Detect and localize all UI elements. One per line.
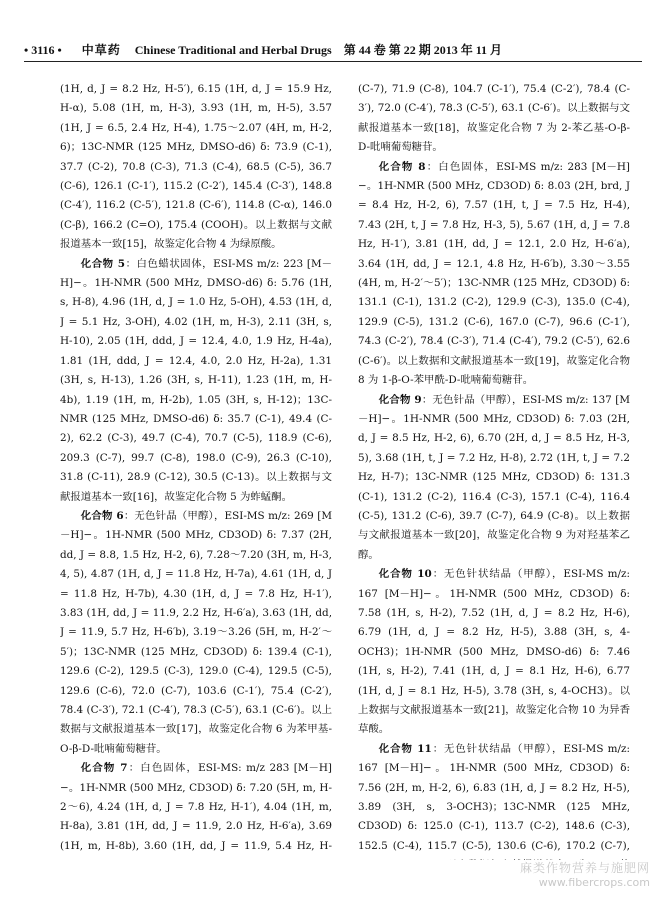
paragraph-text: (C-7), 71.9 (C-8), 104.7 (C-1′), 75.4 (C-2′), 78.4 (C-3′), 72.0 (C-4′), 78.3 (C-5′), 63.1 (C-6′)。以上数据与文献报道基本一致[18]，故鉴定化合物 7 为 2-苯乙基-O-β-D-吡喃葡萄糖苷。 [358, 83, 630, 154]
journal-title-cn: 中草药 [81, 43, 121, 57]
paragraph [358, 80, 630, 158]
paragraph [358, 565, 630, 740]
paragraph [358, 740, 630, 860]
page-header [24, 40, 642, 62]
compound-label: 化合物 5 [80, 257, 126, 270]
paragraph-text: ：无色针状结晶（甲醇），ESI-MS m/z: 167 [M－H]−。1H-NMR (500 MHz, CD3OD) δ: 7.58 (1H, s, H-2), 7.52 (1H, d, J = 8.2 Hz, H-6), 6.79 (1H, d, J = 8.2 Hz, H-5), 3.88 (3H, s, 4-OCH3)；1H-NMR (500 MHz, DMSO-d6) δ: 7.46 (1H, s, H-2), 7.41 (1H, d, J = 8.1 Hz, H-6), 6.77 (1H, d, J = 8.1 Hz, H-5), 3.78 (3H, s, 4-OCH3)。以上数据与文献报道基本一致[21]，故鉴定化合物 10 为异香草酸。 [358, 568, 630, 736]
right-column [358, 80, 630, 860]
paragraph [60, 80, 332, 255]
compound-label: 化合物 9 [378, 393, 422, 406]
compound-label: 化合物 8 [378, 160, 426, 173]
watermark-url: www.fibercrops.com [538, 876, 650, 889]
paragraph-text: ：无色针晶（甲醇），ESI-MS m/z: 137 [M－H]−。1H-NMR (500 MHz, CD3OD) δ: 7.03 (2H, d, J = 8.5 Hz, H-2, 6), 6.70 (2H, d, J = 8.5 Hz, H-3, 5), 3.68 (1H, t, J = 7.2 Hz, H-8), 2.72 (1H, t, J = 7.2 Hz, H-7)；13C-NMR (125 MHz, CD3OD) δ: 131.3 (C-1), 131.2 (C-2), 116.4 (C-3), 157.1 (C-4), 116.4 (C-5), 131.2 (C-6), 39.7 (C-7), 64.9 (C-8)。以上数据与文献报道基本一致[20]，故鉴定化合物 9 为对羟基苯乙醇。 [358, 393, 630, 561]
compound-label: 化合物 6 [80, 509, 124, 522]
left-column [60, 80, 332, 860]
article-body [60, 80, 630, 860]
paragraph [60, 759, 332, 860]
watermark [520, 859, 650, 889]
paragraph-text: ：白色固体，ESI-MS: m/z 283 [M－H]−。1H-NMR (500 MHz, CD3OD) δ: 7.20 (5H, m, H-2～6), 4.24 (1H, d, J = 7.8 Hz, H-1′), 4.04 (1H, m, H-8a), 3.81 (1H, dd, J = 11.9, 2.0 Hz, H-6′a), 3.69 (1H, m, H-8b), 3.60 (1H, dd, J = 11.9, 5.4 Hz, H- [60, 762, 332, 852]
journal-volume: 第 44 卷 第 22 期 2013 年 11 月 [343, 43, 503, 57]
paragraph-text: ：白色固体，ESI-MS m/z: 283 [M－H]−。1H-NMR (500 MHz, CD3OD) δ: 8.03 (2H, brd, J = 8.4 Hz, H-2, 6), 7.57 (1H, t, J = 7.5 Hz, H-4), 7.43 (2H, t, J = 7.8 Hz, H-3, 5), 5.67 (1H, d, J = 7.8 Hz, H-1′), 3.81 (1H, dd, J = 12.1, 2.0 Hz, H-6′a), 3.64 (1H, dd, J = 12.1, 4.8 Hz, H-6′b), 3.30～3.55 (4H, m, H-2′～5′)；13C-NMR (125 MHz, CD3OD) δ: 131.1 (C-1), 131.2 (C-2), 129.9 (C-3), 135.0 (C-4), 129.9 (C-5), 131.2 (C-6), 167.0 (C-7), 96.6 (C-1′), 74.3 (C-2′), 78.4 (C-3′), 71.4 (C-4′), 79.2 (C-5′), 62.6 (C-6′)。以上数据和文献报道基本一致[19]，故鉴定化合物 8 为 1-β-O-苯甲酰-D-吡喃葡萄糖苷。 [358, 160, 630, 387]
page-number: • 3116 • [24, 43, 62, 57]
paragraph-text: ：无色针晶（甲醇），ESI-MS m/z: 269 [M－H]−。1H-NMR (500 MHz, CD3OD) δ: 7.37 (2H, dd, J = 8.8, 1.5 Hz, H-2, 6), 7.28～7.20 (3H, m, H-3, 4, 5), 4.87 (1H, d, J = 11.8 Hz, H-7a), 4.61 (1H, d, J = 11.8 Hz, H-7b), 4.30 (1H, d, J = 7.8 Hz, H-1′), 3.83 (1H, dd, J = 11.9, 2.2 Hz, H-6′a), 3.63 (1H, dd, J = 11.9, 5.7 Hz, H-6′b), 3.19～3.26 (5H, m, H-2′～5′)；13C-NMR (125 MHz, CD3OD) δ: 139.4 (C-1), 129.6 (C-2), 129.5 (C-3), 129.0 (C-4), 129.5 (C-5), 129.6 (C-6), 72.0 (C-7), 103.6 (C-1′), 75.4 (C-2′), 78.4 (C-3′), 72.1 (C-4′), 78.3 (C-5′), 63.1 (C-6′)。以上数据与文献报道基本一致[17]，故鉴定化合物 6 为苯甲基-O-β-D-吡喃葡萄糖苷。 [60, 509, 332, 755]
paragraph-text: ：白色蜡状固体，ESI-MS m/z: 223 [M－H]−。1H-NMR (500 MHz, DMSO-d6) δ: 5.76 (1H, s, H-8), 4.96 (1H, d, J = 1.0 Hz, 5-OH), 4.53 (1H, d, J = 5.1 Hz, 3-OH), 4.02 (1H, m, H-3), 2.11 (3H, s, H-10), 2.05 (1H, ddd, J = 12.4, 4.0, 1.9 Hz, H-4a), 1.81 (1H, ddd, J = 12.4, 4.0, 2.0 Hz, H-2a), 1.31 (3H, s, H-13), 1.26 (3H, s, H-11), 1.23 (1H, m, H-4b), 1.19 (1H, m, H-2b), 1.05 (3H, s, H-12)；13C-NMR (125 MHz, DMSO-d6) δ: 35.7 (C-1), 49.4 (C-2), 62.2 (C-3), 49.7 (C-4), 70.7 (C-5), 118.9 (C-6), 209.3 (C-7), 99.7 (C-8), 198.0 (C-9), 26.3 (C-10), 31.8 (C-11), 28.9 (C-12), 30.5 (C-13)。以上数据与文献报道基本一致[16]，故鉴定化合物 5 为蚱蜢酮。 [60, 257, 332, 503]
compound-label: 化合物 11 [378, 742, 432, 755]
compound-label: 化合物 7 [80, 762, 128, 775]
compound-label: 化合物 10 [378, 568, 432, 581]
paragraph [60, 507, 332, 759]
journal-title-en: Chinese Traditional and Herbal Drugs [134, 43, 332, 57]
paragraph-text: ：无色针状结晶（甲醇），ESI-MS m/z: 167 [M－H]−。1H-NMR (500 MHz, CD3OD) δ: 7.56 (2H, m, H-2, 6), 6.83 (1H, d, J = 8.2 Hz, H-5), 3.89 (3H, s, 3-OCH3)；13C-NMR (125 MHz, CD3OD) δ: 125.0 (C-1), 113.7 (C-2), 148.6 (C-3), 152.5 (C-4), 115.7 (C-5), 130.6 (C-6), 170.2 (C-7), [358, 742, 630, 852]
paragraph [358, 391, 630, 566]
paragraph [60, 255, 332, 507]
paragraph [358, 158, 630, 391]
paragraph-text: (1H, d, J = 8.2 Hz, H-5′), 6.15 (1H, d, J = 15.9 Hz, H-α), 5.08 (1H, m, H-3), 3.93 (1H, m, H-5), 3.57 (1H, J = 6.5, 2.4 Hz, H-4), 1.75～2.07 (4H, m, H-2, 6)；13C-NMR (125 MHz, DMSO-d6) δ: 73.9 (C-1), 37.7 (C-2), 70.8 (C-3), 71.3 (C-4), 68.5 (C-5), 36.7 (C-6), 126.1 (C-1′), 115.2 (C-2′), 145.4 (C-3′), 148.8 (C-4′), 116.2 (C-5′), 121.8 (C-6′), 114.8 (C-α), 146.0 (C-β), 166.2 (C=O), 175.4 (COOH)。以上数据与文献报道基本一致[15]，故鉴定化合物 4 为绿原酸。 [60, 83, 332, 251]
watermark-site-name: 麻类作物营养与施肥网 [519, 861, 650, 875]
